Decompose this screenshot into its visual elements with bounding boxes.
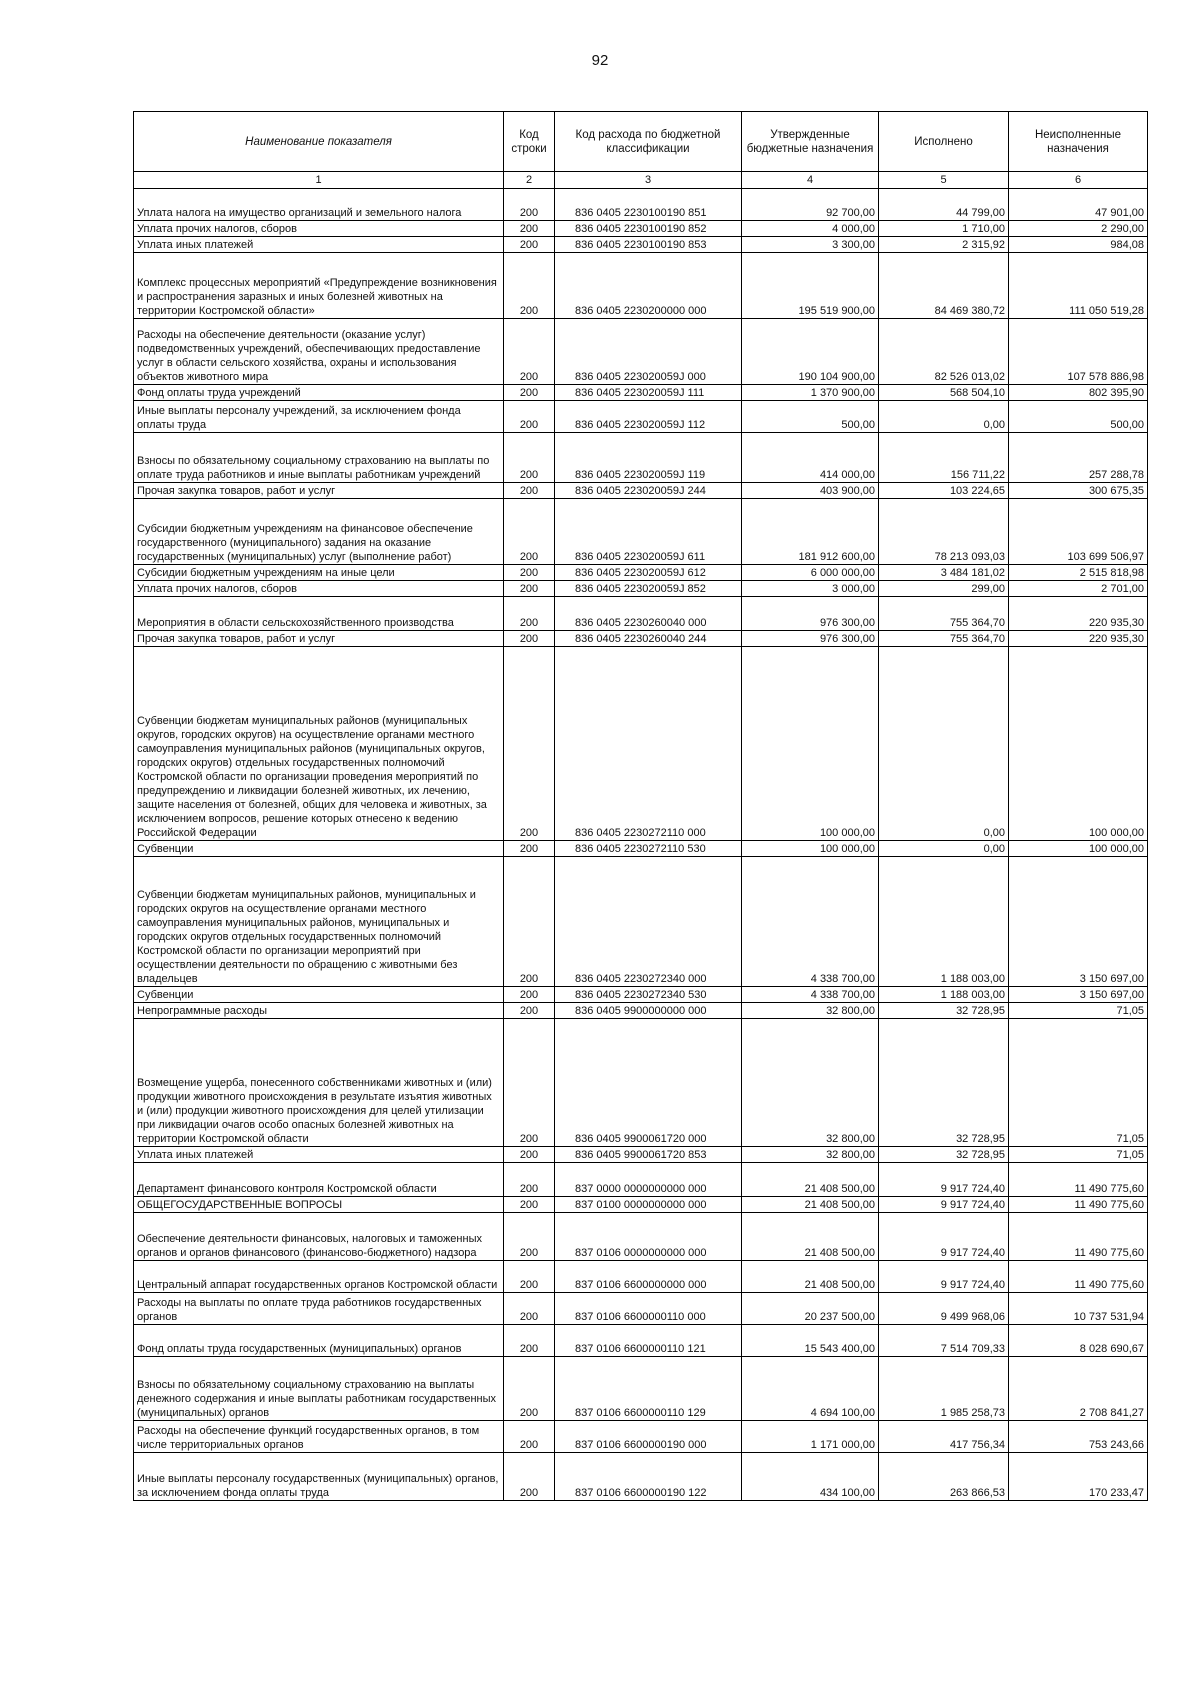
- row-line-code: 200: [504, 189, 555, 221]
- row-name: ОБЩЕГОСУДАРСТВЕННЫЕ ВОПРОСЫ: [134, 1197, 504, 1213]
- row-executed: 32 728,95: [879, 1147, 1009, 1163]
- table-row: [134, 189, 1148, 221]
- row-approved: 500,00: [742, 401, 879, 433]
- row-line-code: 200: [504, 1019, 555, 1147]
- row-name: Комплекс процессных мероприятий «Предупреждение возникновения и распространения заразных и иных болезней животных на территории Костромской области»: [134, 253, 504, 319]
- header-executed: Исполнено: [879, 112, 1009, 172]
- row-name: Расходы на выплаты по оплате труда работников государственных органов: [134, 1293, 504, 1325]
- row-line-code: 200: [504, 565, 555, 581]
- row-executed: 84 469 380,72: [879, 253, 1009, 319]
- row-line-code: 200: [504, 385, 555, 401]
- row-budget-code: 836 0405 2230100190 852: [555, 221, 742, 237]
- row-unexecuted: 500,00: [1009, 401, 1148, 433]
- table-row: [134, 1261, 1148, 1293]
- row-name: Субвенции: [134, 987, 504, 1003]
- row-line-code: 200: [504, 1261, 555, 1293]
- row-budget-code: 836 0405 2230272110 000: [555, 647, 742, 841]
- row-unexecuted: 3 150 697,00: [1009, 857, 1148, 987]
- row-executed: 1 188 003,00: [879, 857, 1009, 987]
- row-line-code: 200: [504, 319, 555, 385]
- row-approved: 976 300,00: [742, 631, 879, 647]
- row-budget-code: 836 0405 223020059J 111: [555, 385, 742, 401]
- row-budget-code: 837 0106 6600000110 121: [555, 1325, 742, 1357]
- table-row: [134, 1213, 1148, 1261]
- table-row: [134, 1147, 1148, 1163]
- row-approved: 4 000,00: [742, 221, 879, 237]
- header-name: Наименование показателя: [134, 112, 504, 172]
- row-name: Уплата прочих налогов, сборов: [134, 221, 504, 237]
- column-number: 2: [504, 172, 555, 189]
- row-executed: 9 917 724,40: [879, 1197, 1009, 1213]
- row-executed: 44 799,00: [879, 189, 1009, 221]
- table-row: [134, 253, 1148, 319]
- row-approved: 32 800,00: [742, 1003, 879, 1019]
- row-unexecuted: 11 490 775,60: [1009, 1213, 1148, 1261]
- row-executed: 82 526 013,02: [879, 319, 1009, 385]
- row-budget-code: 836 0405 2230100190 853: [555, 237, 742, 253]
- row-unexecuted: 71,05: [1009, 1147, 1148, 1163]
- row-approved: 1 171 000,00: [742, 1421, 879, 1453]
- table-row: [134, 597, 1148, 631]
- table-row: [134, 1163, 1148, 1197]
- row-unexecuted: 984,08: [1009, 237, 1148, 253]
- row-executed: 0,00: [879, 647, 1009, 841]
- row-executed: 0,00: [879, 401, 1009, 433]
- row-budget-code: 837 0106 6600000000 000: [555, 1261, 742, 1293]
- row-line-code: 200: [504, 987, 555, 1003]
- row-unexecuted: 11 490 775,60: [1009, 1163, 1148, 1197]
- row-approved: 1 370 900,00: [742, 385, 879, 401]
- row-line-code: 200: [504, 1003, 555, 1019]
- row-name: Возмещение ущерба, понесенного собственниками животных и (или) продукции животного происхождения в результате изъятия животных и (или) продукции животного происхождения для целей утилизации при ликвидации очагов особо опасных болезней животных на территории Костромской области: [134, 1019, 504, 1147]
- table-row: [134, 647, 1148, 841]
- column-number: 6: [1009, 172, 1148, 189]
- table-body: [134, 189, 1148, 1501]
- table-row: [134, 565, 1148, 581]
- table-row: [134, 581, 1148, 597]
- row-executed: 2 315,92: [879, 237, 1009, 253]
- row-executed: 9 499 968,06: [879, 1293, 1009, 1325]
- row-name: Уплата прочих налогов, сборов: [134, 581, 504, 597]
- row-line-code: 200: [504, 499, 555, 565]
- row-budget-code: 836 0405 223020059J 612: [555, 565, 742, 581]
- row-budget-code: 837 0106 6600000190 000: [555, 1421, 742, 1453]
- row-approved: 20 237 500,00: [742, 1293, 879, 1325]
- row-unexecuted: 170 233,47: [1009, 1453, 1148, 1501]
- row-executed: 9 917 724,40: [879, 1261, 1009, 1293]
- row-executed: 1 710,00: [879, 221, 1009, 237]
- row-name: Мероприятия в области сельскохозяйственного производства: [134, 597, 504, 631]
- row-line-code: 200: [504, 597, 555, 631]
- row-executed: 9 917 724,40: [879, 1163, 1009, 1197]
- row-unexecuted: 2 515 818,98: [1009, 565, 1148, 581]
- row-approved: 4 338 700,00: [742, 987, 879, 1003]
- row-unexecuted: 107 578 886,98: [1009, 319, 1148, 385]
- row-name: Уплата иных платежей: [134, 1147, 504, 1163]
- row-budget-code: 836 0405 9900000000 000: [555, 1003, 742, 1019]
- row-name: Департамент финансового контроля Костромской области: [134, 1163, 504, 1197]
- row-unexecuted: 300 675,35: [1009, 483, 1148, 499]
- table-row: [134, 385, 1148, 401]
- column-number: 1: [134, 172, 504, 189]
- row-budget-code: 836 0405 2230272340 530: [555, 987, 742, 1003]
- row-line-code: 200: [504, 1213, 555, 1261]
- row-approved: 414 000,00: [742, 433, 879, 483]
- row-unexecuted: 11 490 775,60: [1009, 1261, 1148, 1293]
- row-approved: 100 000,00: [742, 647, 879, 841]
- row-line-code: 200: [504, 581, 555, 597]
- row-name: Обеспечение деятельности финансовых, налоговых и таможенных органов и органов финансового (финансово-бюджетного) надзора: [134, 1213, 504, 1261]
- row-approved: 976 300,00: [742, 597, 879, 631]
- row-unexecuted: 2 290,00: [1009, 221, 1148, 237]
- row-approved: 4 694 100,00: [742, 1357, 879, 1421]
- row-executed: 417 756,34: [879, 1421, 1009, 1453]
- row-executed: 9 917 724,40: [879, 1213, 1009, 1261]
- row-name: Центральный аппарат государственных органов Костромской области: [134, 1261, 504, 1293]
- table-row: [134, 221, 1148, 237]
- row-unexecuted: 100 000,00: [1009, 841, 1148, 857]
- table-row: [134, 631, 1148, 647]
- column-number: 4: [742, 172, 879, 189]
- table-row: [134, 1421, 1148, 1453]
- row-budget-code: 836 0405 2230272340 000: [555, 857, 742, 987]
- row-approved: 21 408 500,00: [742, 1213, 879, 1261]
- row-executed: 1 188 003,00: [879, 987, 1009, 1003]
- table-row: [134, 483, 1148, 499]
- row-budget-code: 836 0405 2230260040 244: [555, 631, 742, 647]
- row-line-code: 200: [504, 857, 555, 987]
- page-number: 92: [591, 52, 609, 69]
- row-name: Расходы на обеспечение деятельности (оказание услуг) подведомственных учреждений, обеспечивающих предоставление услуг в области сельского хозяйства, охраны и использования объектов животного мира: [134, 319, 504, 385]
- row-approved: 4 338 700,00: [742, 857, 879, 987]
- row-budget-code: 836 0405 2230200000 000: [555, 253, 742, 319]
- row-budget-code: 836 0405 9900061720 853: [555, 1147, 742, 1163]
- row-approved: 32 800,00: [742, 1019, 879, 1147]
- row-name: Фонд оплаты труда государственных (муниципальных) органов: [134, 1325, 504, 1357]
- row-line-code: 200: [504, 221, 555, 237]
- table-row: [134, 1453, 1148, 1501]
- table-row: [134, 319, 1148, 385]
- row-approved: 21 408 500,00: [742, 1163, 879, 1197]
- table-row: [134, 1293, 1148, 1325]
- row-name: Взносы по обязательному социальному страхованию на выплаты денежного содержания и иные выплаты работникам государственных (муниципальных) органов: [134, 1357, 504, 1421]
- row-approved: 195 519 900,00: [742, 253, 879, 319]
- row-name: Фонд оплаты труда учреждений: [134, 385, 504, 401]
- table-row: [134, 841, 1148, 857]
- row-approved: 21 408 500,00: [742, 1261, 879, 1293]
- row-unexecuted: 10 737 531,94: [1009, 1293, 1148, 1325]
- row-line-code: 200: [504, 1357, 555, 1421]
- row-name: Субвенции: [134, 841, 504, 857]
- row-name: Непрограммные расходы: [134, 1003, 504, 1019]
- row-executed: 78 213 093,03: [879, 499, 1009, 565]
- row-approved: 3 000,00: [742, 581, 879, 597]
- row-line-code: 200: [504, 433, 555, 483]
- row-unexecuted: 71,05: [1009, 1019, 1148, 1147]
- header-line-code: Код строки: [504, 112, 555, 172]
- row-unexecuted: 3 150 697,00: [1009, 987, 1148, 1003]
- row-executed: 7 514 709,33: [879, 1325, 1009, 1357]
- row-budget-code: 836 0405 2230260040 000: [555, 597, 742, 631]
- header-approved: Утвержденные бюджетные назначения: [742, 112, 879, 172]
- column-number: 3: [555, 172, 742, 189]
- row-line-code: 200: [504, 841, 555, 857]
- row-budget-code: 836 0405 223020059J 112: [555, 401, 742, 433]
- table-row: [134, 433, 1148, 483]
- row-name: Уплата налога на имущество организаций и земельного налога: [134, 189, 504, 221]
- row-name: Субвенции бюджетам муниципальных районов (муниципальных округов, городских округов) на осуществление органами местного самоуправления муниципальных районов (муниципальных округов, городских округов) отдельных государственных полномочий Костромской области по организации проведения мероприятий по предупреждению и ликвидации болезней животных, их лечению, защите населения от болезней, общих для человека и животных, за исключением вопросов, решение которых отнесено к ведению Российской Федерации: [134, 647, 504, 841]
- row-budget-code: 836 0405 9900061720 000: [555, 1019, 742, 1147]
- table-row: [134, 1325, 1148, 1357]
- table-row: [134, 1197, 1148, 1213]
- row-line-code: 200: [504, 253, 555, 319]
- row-executed: 32 728,95: [879, 1019, 1009, 1147]
- row-approved: 403 900,00: [742, 483, 879, 499]
- row-budget-code: 836 0405 2230100190 851: [555, 189, 742, 221]
- row-executed: 755 364,70: [879, 631, 1009, 647]
- row-unexecuted: 111 050 519,28: [1009, 253, 1148, 319]
- table-row: [134, 237, 1148, 253]
- row-unexecuted: 220 935,30: [1009, 631, 1148, 647]
- row-executed: 568 504,10: [879, 385, 1009, 401]
- row-name: Субвенции бюджетам муниципальных районов, муниципальных и городских округов на осуществление органами местного самоуправления муниципальных районов, муниципальных и городских округов отдельных государственных полномочий Костромской области по организации мероприятий при осуществлении деятельности по обращению с животными без владельцев: [134, 857, 504, 987]
- row-line-code: 200: [504, 647, 555, 841]
- row-executed: 263 866,53: [879, 1453, 1009, 1501]
- table-row: [134, 401, 1148, 433]
- row-executed: 3 484 181,02: [879, 565, 1009, 581]
- row-executed: 1 985 258,73: [879, 1357, 1009, 1421]
- table-row: [134, 1357, 1148, 1421]
- row-line-code: 200: [504, 1453, 555, 1501]
- row-name: Иные выплаты персоналу учреждений, за исключением фонда оплаты труда: [134, 401, 504, 433]
- row-budget-code: 836 0405 223020059J 852: [555, 581, 742, 597]
- row-approved: 92 700,00: [742, 189, 879, 221]
- row-line-code: 200: [504, 1421, 555, 1453]
- row-line-code: 200: [504, 1163, 555, 1197]
- row-executed: 32 728,95: [879, 1003, 1009, 1019]
- row-executed: 103 224,65: [879, 483, 1009, 499]
- row-budget-code: 836 0405 223020059J 611: [555, 499, 742, 565]
- row-budget-code: 837 0000 0000000000 000: [555, 1163, 742, 1197]
- row-budget-code: 836 0405 223020059J 244: [555, 483, 742, 499]
- row-unexecuted: 47 901,00: [1009, 189, 1148, 221]
- row-line-code: 200: [504, 483, 555, 499]
- table-row: [134, 987, 1148, 1003]
- row-approved: 100 000,00: [742, 841, 879, 857]
- row-unexecuted: 753 243,66: [1009, 1421, 1148, 1453]
- row-budget-code: 836 0405 223020059J 119: [555, 433, 742, 483]
- row-unexecuted: 11 490 775,60: [1009, 1197, 1148, 1213]
- table-row: [134, 1003, 1148, 1019]
- row-approved: 32 800,00: [742, 1147, 879, 1163]
- row-unexecuted: 8 028 690,67: [1009, 1325, 1148, 1357]
- row-unexecuted: 2 708 841,27: [1009, 1357, 1148, 1421]
- row-line-code: 200: [504, 237, 555, 253]
- row-unexecuted: 103 699 506,97: [1009, 499, 1148, 565]
- row-executed: 156 711,22: [879, 433, 1009, 483]
- row-approved: 15 543 400,00: [742, 1325, 879, 1357]
- row-name: Прочая закупка товаров, работ и услуг: [134, 631, 504, 647]
- row-unexecuted: 802 395,90: [1009, 385, 1148, 401]
- row-budget-code: 836 0405 223020059J 000: [555, 319, 742, 385]
- budget-execution-table: [133, 111, 1148, 1501]
- row-name: Иные выплаты персоналу государственных (муниципальных) органов, за исключением фонда оплаты труда: [134, 1453, 504, 1501]
- header-budget-code: Код расхода по бюджетной классификации: [555, 112, 742, 172]
- row-approved: 181 912 600,00: [742, 499, 879, 565]
- row-line-code: 200: [504, 1293, 555, 1325]
- row-approved: 190 104 900,00: [742, 319, 879, 385]
- column-number: 5: [879, 172, 1009, 189]
- table-row: [134, 499, 1148, 565]
- row-budget-code: 836 0405 2230272110 530: [555, 841, 742, 857]
- row-approved: 21 408 500,00: [742, 1197, 879, 1213]
- row-budget-code: 837 0106 0000000000 000: [555, 1213, 742, 1261]
- row-unexecuted: 71,05: [1009, 1003, 1148, 1019]
- row-approved: 6 000 000,00: [742, 565, 879, 581]
- row-name: Расходы на обеспечение функций государственных органов, в том числе территориальных органов: [134, 1421, 504, 1453]
- row-budget-code: 837 0106 6600000190 122: [555, 1453, 742, 1501]
- row-line-code: 200: [504, 1147, 555, 1163]
- column-numbers-row: [134, 172, 1148, 189]
- row-line-code: 200: [504, 1325, 555, 1357]
- row-unexecuted: 220 935,30: [1009, 597, 1148, 631]
- row-name: Уплата иных платежей: [134, 237, 504, 253]
- table-row: [134, 1019, 1148, 1147]
- row-name: Субсидии бюджетным учреждениям на иные цели: [134, 565, 504, 581]
- table-row: [134, 857, 1148, 987]
- row-name: Взносы по обязательному социальному страхованию на выплаты по оплате труда работников и иные выплаты работникам учреждений: [134, 433, 504, 483]
- header-unexecuted: Неисполненные назначения: [1009, 112, 1148, 172]
- row-name: Субсидии бюджетным учреждениям на финансовое обеспечение государственного (муниципального) задания на оказание государственных (муниципальных) услуг (выполнение работ): [134, 499, 504, 565]
- row-unexecuted: 257 288,78: [1009, 433, 1148, 483]
- row-budget-code: 837 0100 0000000000 000: [555, 1197, 742, 1213]
- row-executed: 0,00: [879, 841, 1009, 857]
- row-budget-code: 837 0106 6600000110 129: [555, 1357, 742, 1421]
- row-budget-code: 837 0106 6600000110 000: [555, 1293, 742, 1325]
- row-approved: 434 100,00: [742, 1453, 879, 1501]
- row-line-code: 200: [504, 401, 555, 433]
- row-unexecuted: 2 701,00: [1009, 581, 1148, 597]
- row-unexecuted: 100 000,00: [1009, 647, 1148, 841]
- row-line-code: 200: [504, 1197, 555, 1213]
- row-name: Прочая закупка товаров, работ и услуг: [134, 483, 504, 499]
- row-approved: 3 300,00: [742, 237, 879, 253]
- row-executed: 755 364,70: [879, 597, 1009, 631]
- row-line-code: 200: [504, 631, 555, 647]
- row-executed: 299,00: [879, 581, 1009, 597]
